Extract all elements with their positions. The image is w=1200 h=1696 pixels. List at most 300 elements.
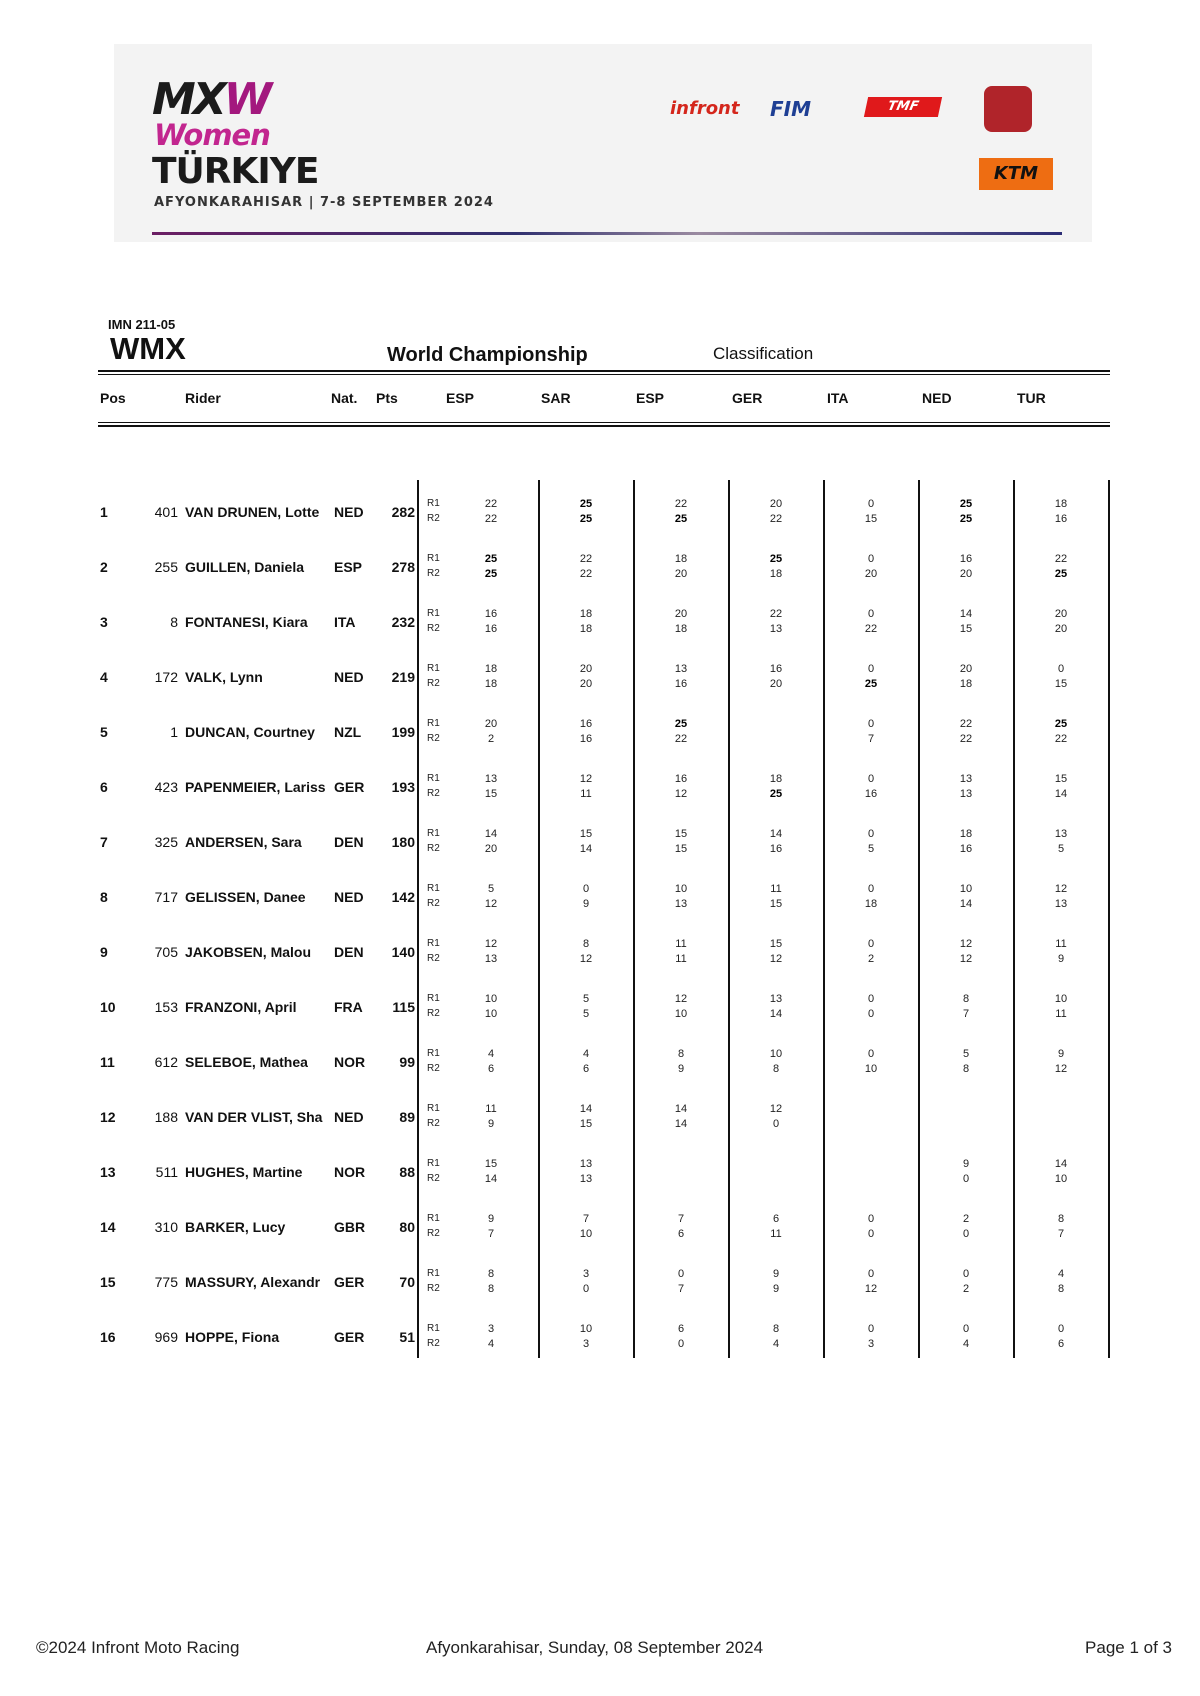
score-cell: 25 (959, 513, 973, 525)
rider-number-cell: 255 (154, 559, 178, 575)
score-cell: 0 (867, 718, 875, 730)
score-cell: 14 (959, 608, 973, 620)
score-cell: 2 (487, 733, 495, 745)
score-cell: 10 (1054, 993, 1068, 1005)
score-cell: 5 (1057, 843, 1065, 855)
position-cell: 14 (100, 1219, 116, 1235)
score-cell: 10 (484, 1008, 498, 1020)
rider-name-cell: VALK, Lynn (185, 669, 263, 685)
score-cell: 22 (959, 718, 973, 730)
score-cell: 13 (579, 1158, 593, 1170)
race-label-r1: R1 (427, 1213, 440, 1224)
score-cell: 15 (579, 828, 593, 840)
points-cell: 70 (399, 1274, 415, 1290)
score-cell: 9 (772, 1268, 780, 1280)
score-cell: 18 (579, 608, 593, 620)
score-cell: 25 (674, 513, 688, 525)
position-cell: 3 (100, 614, 108, 630)
score-cell: 14 (769, 828, 783, 840)
score-cell: 6 (1057, 1338, 1065, 1350)
score-cell: 8 (487, 1283, 495, 1295)
score-cell: 11 (580, 788, 592, 800)
score-cell: 11 (485, 1103, 497, 1115)
score-cell: 25 (959, 498, 973, 510)
table-row (0, 924, 1200, 979)
score-cell: 16 (579, 733, 593, 745)
score-cell: 20 (769, 498, 783, 510)
rider-name-cell: ANDERSEN, Sara (185, 834, 302, 850)
score-cell: 2 (962, 1283, 970, 1295)
rider-name-cell: JAKOBSEN, Malou (185, 944, 312, 960)
score-cell: 13 (674, 898, 688, 910)
points-cell: 193 (391, 779, 415, 795)
score-cell: 20 (484, 843, 498, 855)
rider-number-cell: 401 (154, 504, 178, 520)
nationality-cell: FRA (334, 999, 363, 1015)
score-cell: 10 (579, 1323, 593, 1335)
score-cell: 10 (959, 883, 973, 895)
score-cell: 0 (962, 1173, 970, 1185)
score-cell: 0 (867, 828, 875, 840)
score-cell: 8 (962, 993, 970, 1005)
column-header-rider: Rider (185, 390, 221, 406)
points-cell: 51 (399, 1329, 415, 1345)
venue-dates: AFYONKARAHISAR | 7-8 SEPTEMBER 2024 (154, 195, 494, 210)
position-cell: 6 (100, 779, 108, 795)
score-cell: 12 (1054, 1063, 1068, 1075)
position-cell: 16 (100, 1329, 116, 1345)
race-label-r1: R1 (427, 1158, 440, 1169)
rider-number-cell: 8 (170, 614, 178, 630)
score-cell: 13 (1054, 898, 1068, 910)
score-cell: 0 (867, 498, 875, 510)
score-cell: 15 (769, 938, 783, 950)
points-cell: 89 (399, 1109, 415, 1125)
score-cell: 0 (1057, 663, 1065, 675)
nationality-cell: NED (334, 669, 364, 685)
score-cell: 9 (677, 1063, 685, 1075)
points-cell: 282 (391, 504, 415, 520)
score-cell: 0 (582, 1283, 590, 1295)
rider-number-cell: 1 (170, 724, 178, 740)
score-cell: 14 (1054, 1158, 1068, 1170)
race-label-r1: R1 (427, 1103, 440, 1114)
race-label-r1: R1 (427, 993, 440, 1004)
race-label-r1: R1 (427, 1048, 440, 1059)
table-row (0, 869, 1200, 924)
score-cell: 12 (1054, 883, 1068, 895)
column-header-ned: NED (922, 390, 952, 406)
score-cell: 12 (579, 953, 593, 965)
table-divider (98, 425, 1110, 427)
score-cell: 13 (769, 993, 783, 1005)
score-cell: 5 (582, 993, 590, 1005)
rider-number-cell: 423 (154, 779, 178, 795)
race-label-r2: R2 (427, 843, 440, 854)
score-cell: 14 (579, 843, 593, 855)
score-cell: 15 (864, 513, 878, 525)
rider-number-cell: 188 (154, 1109, 178, 1125)
score-cell: 16 (769, 663, 783, 675)
score-cell: 7 (677, 1283, 685, 1295)
club-badge-icon (984, 86, 1032, 132)
score-cell: 4 (487, 1338, 495, 1350)
score-cell: 20 (674, 608, 688, 620)
score-cell: 13 (959, 788, 973, 800)
score-cell: 22 (959, 733, 973, 745)
event-banner (114, 44, 1092, 242)
position-cell: 4 (100, 669, 108, 685)
rider-number-cell: 172 (154, 669, 178, 685)
column-header-ita: ITA (827, 390, 849, 406)
table-row (0, 1309, 1200, 1364)
score-cell: 0 (582, 883, 590, 895)
score-cell: 12 (674, 788, 688, 800)
rider-name-cell: MASSURY, Alexandr (185, 1274, 321, 1290)
nationality-cell: NOR (334, 1164, 366, 1180)
score-cell: 9 (962, 1158, 970, 1170)
score-cell: 8 (772, 1323, 780, 1335)
tmf-logo: TMF (864, 97, 942, 117)
score-cell: 11 (1055, 1008, 1067, 1020)
race-label-r2: R2 (427, 1338, 440, 1349)
table-row (0, 1089, 1200, 1144)
score-cell: 9 (1057, 1048, 1065, 1060)
score-cell: 10 (864, 1063, 878, 1075)
score-cell: 5 (962, 1048, 970, 1060)
score-cell: 0 (962, 1228, 970, 1240)
score-cell: 18 (674, 553, 688, 565)
points-cell: 219 (391, 669, 415, 685)
score-cell: 15 (674, 843, 688, 855)
score-cell: 0 (867, 1008, 875, 1020)
mxgp-logo: MXW (152, 74, 270, 125)
race-label-r2: R2 (427, 788, 440, 799)
score-cell: 0 (867, 1228, 875, 1240)
score-cell: 16 (769, 843, 783, 855)
table-row (0, 539, 1200, 594)
position-cell: 5 (100, 724, 108, 740)
table-row (0, 759, 1200, 814)
position-cell: 2 (100, 559, 108, 575)
score-cell: 8 (772, 1063, 780, 1075)
score-cell: 10 (674, 883, 688, 895)
score-cell: 18 (959, 828, 973, 840)
score-cell: 14 (674, 1103, 688, 1115)
score-cell: 0 (962, 1323, 970, 1335)
score-cell: 10 (579, 1228, 593, 1240)
nationality-cell: NED (334, 1109, 364, 1125)
table-row (0, 1034, 1200, 1089)
rider-name-cell: VAN DRUNEN, Lotte (185, 504, 320, 520)
score-cell: 0 (867, 1268, 875, 1280)
score-cell: 15 (1054, 773, 1068, 785)
rider-number-cell: 612 (154, 1054, 178, 1070)
score-cell: 25 (1054, 718, 1068, 730)
score-cell: 3 (867, 1338, 875, 1350)
score-cell: 14 (1054, 788, 1068, 800)
rider-name-cell: BARKER, Lucy (185, 1219, 286, 1235)
score-cell: 20 (959, 568, 973, 580)
score-cell: 16 (864, 788, 878, 800)
column-header-esp: ESP (446, 390, 475, 406)
race-label-r2: R2 (427, 678, 440, 689)
rider-name-cell: PAPENMEIER, Lariss (185, 779, 326, 795)
score-cell: 22 (484, 498, 498, 510)
race-label-r1: R1 (427, 663, 440, 674)
score-cell: 25 (1054, 568, 1068, 580)
points-cell: 199 (391, 724, 415, 740)
score-cell: 7 (867, 733, 875, 745)
rider-name-cell: GUILLEN, Daniela (185, 559, 305, 575)
race-label-r1: R1 (427, 498, 440, 509)
position-cell: 11 (100, 1054, 115, 1070)
race-label-r2: R2 (427, 733, 440, 744)
race-label-r2: R2 (427, 1228, 440, 1239)
score-cell: 11 (770, 1228, 782, 1240)
score-cell: 13 (1054, 828, 1068, 840)
score-cell: 4 (487, 1048, 495, 1060)
race-label-r2: R2 (427, 898, 440, 909)
race-label-r1: R1 (427, 1323, 440, 1334)
score-cell: 8 (1057, 1283, 1065, 1295)
score-cell: 25 (579, 513, 593, 525)
table-row (0, 1254, 1200, 1309)
score-cell: 0 (1057, 1323, 1065, 1335)
score-cell: 9 (1057, 953, 1065, 965)
header-divider (98, 370, 1110, 372)
score-cell: 16 (674, 773, 688, 785)
race-label-r1: R1 (427, 1268, 440, 1279)
page-title: World Championship (387, 344, 588, 366)
score-cell: 0 (867, 1323, 875, 1335)
score-cell: 0 (962, 1268, 970, 1280)
table-row (0, 979, 1200, 1034)
score-cell: 7 (677, 1213, 685, 1225)
ktm-logo: KTM (979, 158, 1053, 190)
score-cell: 12 (484, 938, 498, 950)
score-cell: 25 (484, 568, 498, 580)
score-cell: 0 (867, 608, 875, 620)
score-cell: 14 (484, 1173, 498, 1185)
nationality-cell: GER (334, 779, 365, 795)
nationality-cell: NOR (334, 1054, 366, 1070)
score-cell: 25 (769, 553, 783, 565)
position-cell: 8 (100, 889, 108, 905)
race-label-r2: R2 (427, 1283, 440, 1294)
score-cell: 16 (959, 553, 973, 565)
score-cell: 25 (769, 788, 783, 800)
position-cell: 10 (100, 999, 116, 1015)
score-cell: 22 (674, 733, 688, 745)
score-cell: 22 (1054, 553, 1068, 565)
score-cell: 22 (579, 553, 593, 565)
score-cell: 13 (484, 953, 498, 965)
score-cell: 12 (674, 993, 688, 1005)
rider-number-cell: 969 (154, 1329, 178, 1345)
score-cell: 10 (1054, 1173, 1068, 1185)
points-cell: 142 (391, 889, 415, 905)
nationality-cell: NED (334, 504, 364, 520)
score-cell: 14 (959, 898, 973, 910)
page-subtitle: Classification (713, 344, 814, 363)
score-cell: 20 (1054, 623, 1068, 635)
score-cell: 4 (1057, 1268, 1065, 1280)
points-cell: 115 (392, 999, 415, 1015)
score-cell: 16 (959, 843, 973, 855)
score-cell: 13 (959, 773, 973, 785)
nationality-cell: NZL (334, 724, 362, 740)
table-row (0, 594, 1200, 649)
nationality-cell: ESP (334, 559, 363, 575)
column-header-nat: Nat. (331, 390, 358, 406)
points-cell: 88 (399, 1164, 415, 1180)
score-cell: 15 (674, 828, 688, 840)
score-cell: 10 (674, 1008, 688, 1020)
points-cell: 140 (391, 944, 415, 960)
rider-number-cell: 511 (155, 1164, 178, 1180)
score-cell: 16 (674, 678, 688, 690)
score-cell: 22 (674, 498, 688, 510)
score-cell: 20 (769, 678, 783, 690)
score-cell: 8 (582, 938, 590, 950)
score-cell: 13 (769, 623, 783, 635)
score-cell: 20 (674, 568, 688, 580)
race-label-r2: R2 (427, 568, 440, 579)
score-cell: 6 (487, 1063, 495, 1075)
position-cell: 12 (100, 1109, 116, 1125)
score-cell: 3 (487, 1323, 495, 1335)
score-cell: 25 (864, 678, 878, 690)
rider-name-cell: DUNCAN, Courtney (185, 724, 315, 740)
nationality-cell: NED (334, 889, 364, 905)
score-cell: 10 (769, 1048, 783, 1060)
score-cell: 22 (769, 513, 783, 525)
score-cell: 18 (959, 678, 973, 690)
score-cell: 16 (1054, 513, 1068, 525)
score-cell: 20 (579, 678, 593, 690)
score-cell: 6 (677, 1228, 685, 1240)
points-cell: 180 (391, 834, 415, 850)
score-cell: 25 (484, 553, 498, 565)
score-cell: 7 (1057, 1228, 1065, 1240)
women-logo-text: Women (154, 118, 270, 152)
score-cell: 9 (487, 1118, 495, 1130)
infront-logo: infront (670, 98, 740, 119)
score-cell: 0 (677, 1338, 685, 1350)
score-cell: 12 (864, 1283, 878, 1295)
score-cell: 13 (579, 1173, 593, 1185)
footer-location-date: Afyonkarahisar, Sunday, 08 September 2024 (426, 1638, 764, 1657)
race-label-r1: R1 (427, 773, 440, 784)
race-label-r1: R1 (427, 718, 440, 729)
rider-name-cell: FRANZONI, April (185, 999, 297, 1015)
score-cell: 8 (487, 1268, 495, 1280)
score-cell: 25 (579, 498, 593, 510)
rider-number-cell: 775 (154, 1274, 178, 1290)
country-logo-text: TÜRKIYE (152, 151, 319, 192)
column-header-esp2: ESP (636, 390, 665, 406)
rider-number-cell: 325 (154, 834, 178, 850)
table-row (0, 704, 1200, 759)
score-cell: 12 (579, 773, 593, 785)
nationality-cell: DEN (334, 834, 364, 850)
score-cell: 15 (959, 623, 973, 635)
banner-stripe (152, 232, 1062, 235)
score-cell: 18 (864, 898, 878, 910)
nationality-cell: ITA (334, 614, 356, 630)
points-cell: 278 (391, 559, 415, 575)
nationality-cell: DEN (334, 944, 364, 960)
score-cell: 5 (487, 883, 495, 895)
score-cell: 18 (769, 568, 783, 580)
score-cell: 18 (674, 623, 688, 635)
table-row (0, 649, 1200, 704)
column-header-pts: Pts (376, 390, 398, 406)
race-label-r2: R2 (427, 1173, 440, 1184)
column-header-tur: TUR (1017, 390, 1046, 406)
score-cell: 11 (675, 938, 687, 950)
table-row (0, 484, 1200, 539)
score-cell: 0 (867, 553, 875, 565)
score-cell: 18 (579, 623, 593, 635)
position-cell: 15 (100, 1274, 116, 1290)
score-cell: 6 (677, 1323, 685, 1335)
race-label-r2: R2 (427, 623, 440, 634)
score-cell: 4 (772, 1338, 780, 1350)
score-cell: 14 (674, 1118, 688, 1130)
rider-name-cell: HUGHES, Martine (185, 1164, 303, 1180)
score-cell: 4 (962, 1338, 970, 1350)
race-label-r2: R2 (427, 1063, 440, 1074)
score-cell: 12 (769, 953, 783, 965)
rider-name-cell: SELEBOE, Mathea (185, 1054, 308, 1070)
score-cell: 14 (484, 828, 498, 840)
score-cell: 14 (579, 1103, 593, 1115)
score-cell: 0 (677, 1268, 685, 1280)
rider-name-cell: FONTANESI, Kiara (185, 614, 308, 630)
score-cell: 8 (677, 1048, 685, 1060)
score-cell: 18 (484, 678, 498, 690)
score-cell: 22 (864, 623, 878, 635)
position-cell: 9 (100, 944, 108, 960)
score-cell: 13 (484, 773, 498, 785)
score-cell: 13 (674, 663, 688, 675)
score-cell: 0 (772, 1118, 780, 1130)
rider-number-cell: 717 (154, 889, 178, 905)
score-cell: 9 (582, 898, 590, 910)
score-cell: 25 (674, 718, 688, 730)
position-cell: 7 (100, 834, 108, 850)
score-cell: 11 (770, 883, 782, 895)
score-cell: 15 (769, 898, 783, 910)
points-cell: 232 (391, 614, 415, 630)
rider-number-cell: 705 (154, 944, 178, 960)
points-cell: 80 (399, 1219, 415, 1235)
score-cell: 12 (484, 898, 498, 910)
score-cell: 14 (769, 1008, 783, 1020)
score-cell: 16 (579, 718, 593, 730)
position-cell: 13 (100, 1164, 116, 1180)
race-label-r2: R2 (427, 513, 440, 524)
score-cell: 16 (484, 623, 498, 635)
score-cell: 12 (959, 953, 973, 965)
column-header-ger: GER (732, 390, 763, 406)
score-cell: 8 (1057, 1213, 1065, 1225)
score-cell: 6 (582, 1063, 590, 1075)
score-cell: 18 (769, 773, 783, 785)
score-cell: 22 (579, 568, 593, 580)
